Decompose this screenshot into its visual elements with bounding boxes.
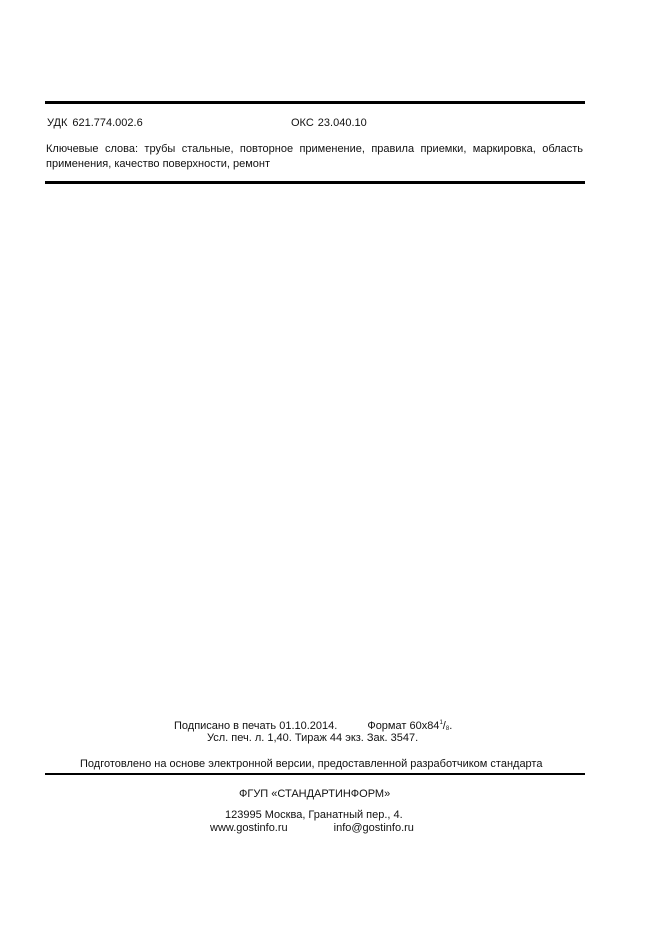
publisher-address: 123995 Москва, Гранатный пер., 4. — [225, 809, 403, 821]
oks-code — [291, 117, 367, 130]
udk-value: 621.774.002.6 — [72, 117, 143, 129]
publisher-contacts — [210, 822, 414, 835]
prepared-note: Подготовлено на основе электронной версии, предоставленной разработчиком стандарта — [80, 758, 543, 770]
paper-format: Формат $60x84^1/_8$. — [367, 720, 453, 732]
keywords-paragraph — [46, 142, 583, 172]
keywords-label: Ключевые слова: — [46, 143, 139, 155]
oks-label: ОКС — [291, 117, 314, 129]
oks-value: 23.040.10 — [317, 117, 367, 129]
format-end: . — [449, 720, 453, 732]
top-divider — [45, 101, 585, 104]
keywords-text: трубы стальные, повторное применение, правила приемки, маркировка, область применения, качество поверхности, ремонт — [46, 143, 583, 170]
publisher-website: www.gostinfo.ru — [210, 822, 288, 834]
publisher-name: ФГУП «СТАНДАРТИНФОРМ» — [239, 788, 391, 800]
imprint-divider — [45, 773, 585, 775]
print-run-info: Усл. печ. л. 1,40. Тираж 44 экз. Зак. 3547. — [207, 732, 419, 744]
publisher-email: info@gostinfo.ru — [333, 822, 414, 834]
format-numerator: 1 — [439, 720, 443, 726]
format-denominator: 8 — [445, 726, 450, 732]
format-label: Формат 60x84 — [367, 720, 440, 732]
udk-label: УДК — [47, 117, 68, 129]
signed-date: Подписано в печать 01.10.2014. — [174, 720, 338, 732]
udk-code — [47, 117, 143, 130]
keywords-divider — [45, 181, 585, 184]
